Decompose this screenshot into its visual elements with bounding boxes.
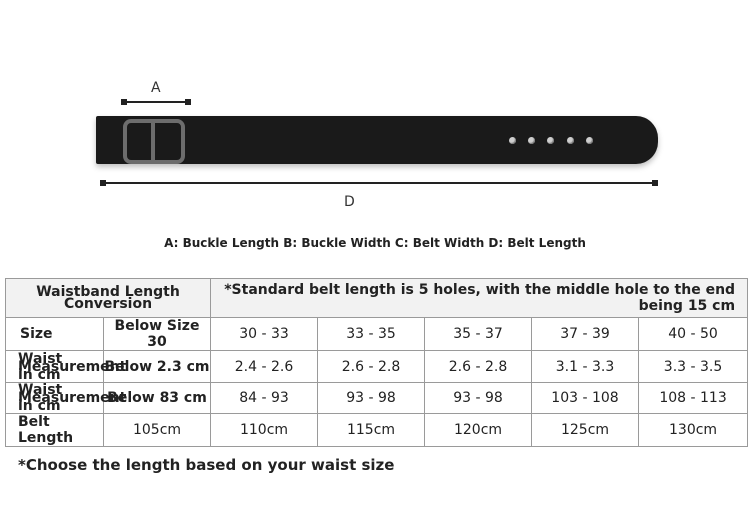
buckle-bar bbox=[151, 121, 155, 162]
table-cell: 93 - 98 bbox=[318, 383, 425, 414]
belt-hole bbox=[586, 137, 593, 144]
table-cell: 120cm bbox=[425, 414, 532, 447]
row-label: Size bbox=[6, 318, 104, 351]
table-header-title: Waistband Length Conversion bbox=[6, 279, 211, 318]
belt-hole bbox=[509, 137, 516, 144]
table-row bbox=[6, 414, 748, 447]
row-label: Waist Measurement in cm bbox=[6, 351, 104, 383]
table-cell: 110cm bbox=[211, 414, 318, 447]
table-cell: Below 2.3 cm bbox=[104, 351, 211, 383]
dimension-legend: A: Buckle Length B: Buckle Width C: Belt Width D: Belt Length bbox=[164, 236, 586, 250]
table-cell: 130cm bbox=[639, 414, 748, 447]
table-cell: 30 - 33 bbox=[211, 318, 318, 351]
dimension-label-d: D bbox=[344, 194, 355, 210]
table-cell: 108 - 113 bbox=[639, 383, 748, 414]
table-cell: 103 - 108 bbox=[532, 383, 639, 414]
table-cell: 40 - 50 bbox=[639, 318, 748, 351]
belt-hole bbox=[567, 137, 574, 144]
table-cell: 2.6 - 2.8 bbox=[318, 351, 425, 383]
row-label: Waist Measurement in cm bbox=[6, 383, 104, 414]
table-row bbox=[6, 351, 748, 383]
dimension-label-a: A bbox=[151, 80, 161, 96]
table-cell: 115cm bbox=[318, 414, 425, 447]
table-cell: 3.3 - 3.5 bbox=[639, 351, 748, 383]
table-cell: 35 - 37 bbox=[425, 318, 532, 351]
table-cell: 33 - 35 bbox=[318, 318, 425, 351]
table-cell: 37 - 39 bbox=[532, 318, 639, 351]
footer-note: *Choose the length based on your waist size bbox=[18, 456, 395, 474]
belt-hole bbox=[528, 137, 535, 144]
table-cell: 2.4 - 2.6 bbox=[211, 351, 318, 383]
table-row bbox=[6, 318, 748, 351]
table-cell: 84 - 93 bbox=[211, 383, 318, 414]
row-label: Belt Length bbox=[6, 414, 104, 447]
table-cell: 93 - 98 bbox=[425, 383, 532, 414]
size-chart-table bbox=[5, 278, 748, 447]
table-cell: Below Size 30 bbox=[104, 318, 211, 351]
buckle-length-indicator bbox=[124, 101, 188, 103]
table-cell: 105cm bbox=[104, 414, 211, 447]
table-cell: Below 83 cm bbox=[104, 383, 211, 414]
belt-hole bbox=[547, 137, 554, 144]
table-cell: 2.6 - 2.8 bbox=[425, 351, 532, 383]
table-header-note: *Standard belt length is 5 holes, with the middle hole to the end being 15 cm bbox=[211, 279, 748, 318]
belt-length-indicator bbox=[103, 182, 655, 184]
table-cell: 3.1 - 3.3 bbox=[532, 351, 639, 383]
table-cell: 125cm bbox=[532, 414, 639, 447]
table-header-row bbox=[6, 279, 748, 318]
table-row bbox=[6, 383, 748, 414]
